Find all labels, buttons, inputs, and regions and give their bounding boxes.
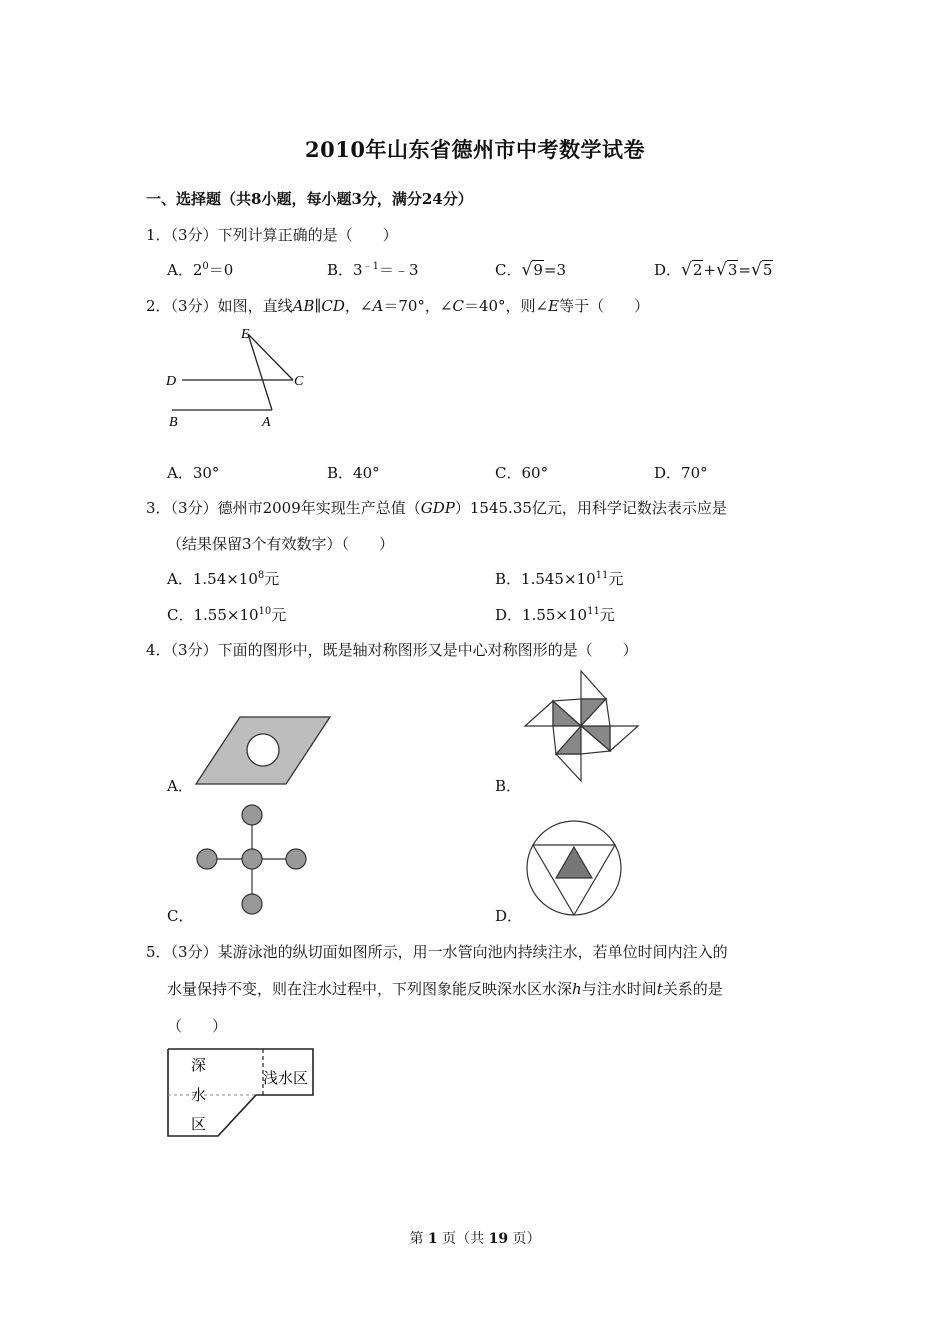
q1-option-c: C．√9=3: [495, 260, 566, 280]
q4-label-d: D．: [495, 907, 523, 925]
q1-stem: 1．（3分）下列计算正确的是（ ）: [146, 226, 398, 244]
q2-option-a: A．30°: [167, 464, 220, 482]
page-title: 2010年山东省德州市中考数学试卷: [305, 137, 645, 162]
q4-label-a: A．: [167, 777, 193, 795]
q3-stem-line2: （结果保留3个有效数字）（ ）: [167, 535, 395, 553]
sqrt-symbol: √: [521, 260, 533, 280]
q2-stem: 2．（3分）如图，直线AB∥CD，∠A＝70°，∠C＝40°，则∠E等于（ ）: [146, 297, 650, 315]
q3-option-a: A．$1.54\times 10^8$元: [167, 570, 280, 588]
q1-option-d: D．√2+√3=√5: [654, 260, 773, 280]
q1-option-b: B．$3^{﹣1}=﹣3$: [327, 261, 419, 279]
label-b: B: [169, 415, 178, 430]
label-d: D: [166, 374, 177, 389]
section-heading: 一、选择题（共8小题，每小题3分，满分24分）: [146, 190, 473, 208]
q5-stem-line2: 水量保持不变，则在注水过程中，下列图象能反映深水区水深h与注水时间t关系的是: [167, 980, 723, 998]
label-c: C: [294, 374, 304, 389]
q4-label-b: B．: [495, 777, 522, 795]
q3-option-d: D．$1.55\times 10^{11}$元: [495, 606, 615, 624]
label-a: A: [262, 415, 271, 430]
label-deep-1: 深: [191, 1056, 207, 1074]
q4-figure-a-parallelogram: [192, 712, 334, 788]
q4-figure-b-pinwheel: [522, 668, 642, 788]
q5-pool-cross-section-figure: [164, 1045, 318, 1139]
q4-figure-d-circle-triangles: [522, 818, 626, 920]
q3-stem: 3．（3分）德州市2009年实现生产总值（GDP）1545.35亿元，用科学记数法表示应是: [146, 499, 727, 517]
q4-label-c: C．: [167, 907, 194, 925]
q1-option-a: A．$2^0=0$: [167, 261, 234, 279]
label-shallow: 浅水区: [263, 1069, 309, 1087]
label-e: E: [241, 327, 250, 342]
q4-figure-c-cross-circles: [192, 800, 308, 918]
q5-stem-line1: 5．（3分）某游泳池的纵切面如图所示，用一水管向池内持续注水，若单位时间内注入的: [146, 943, 728, 961]
q5-stem-line3: （ ）: [167, 1017, 228, 1035]
label-deep-3: 区: [191, 1115, 207, 1133]
q2-parallel-lines-figure: [160, 322, 320, 434]
q3-option-c: C．$1.55\times 10^{10}$元: [167, 606, 287, 624]
label-deep-2: 水: [191, 1086, 207, 1104]
page-footer: 第 1 页（共 19 页）: [409, 1231, 541, 1247]
q4-stem: 4．（3分）下面的图形中，既是轴对称图形又是中心对称图形的是（ ）: [146, 641, 638, 659]
q3-option-b: B．$1.545\times 10^{11}$元: [495, 570, 624, 588]
q2-option-d: D．70°: [654, 464, 708, 482]
q2-option-b: B．40°: [327, 464, 380, 482]
q2-option-c: C．60°: [495, 464, 549, 482]
